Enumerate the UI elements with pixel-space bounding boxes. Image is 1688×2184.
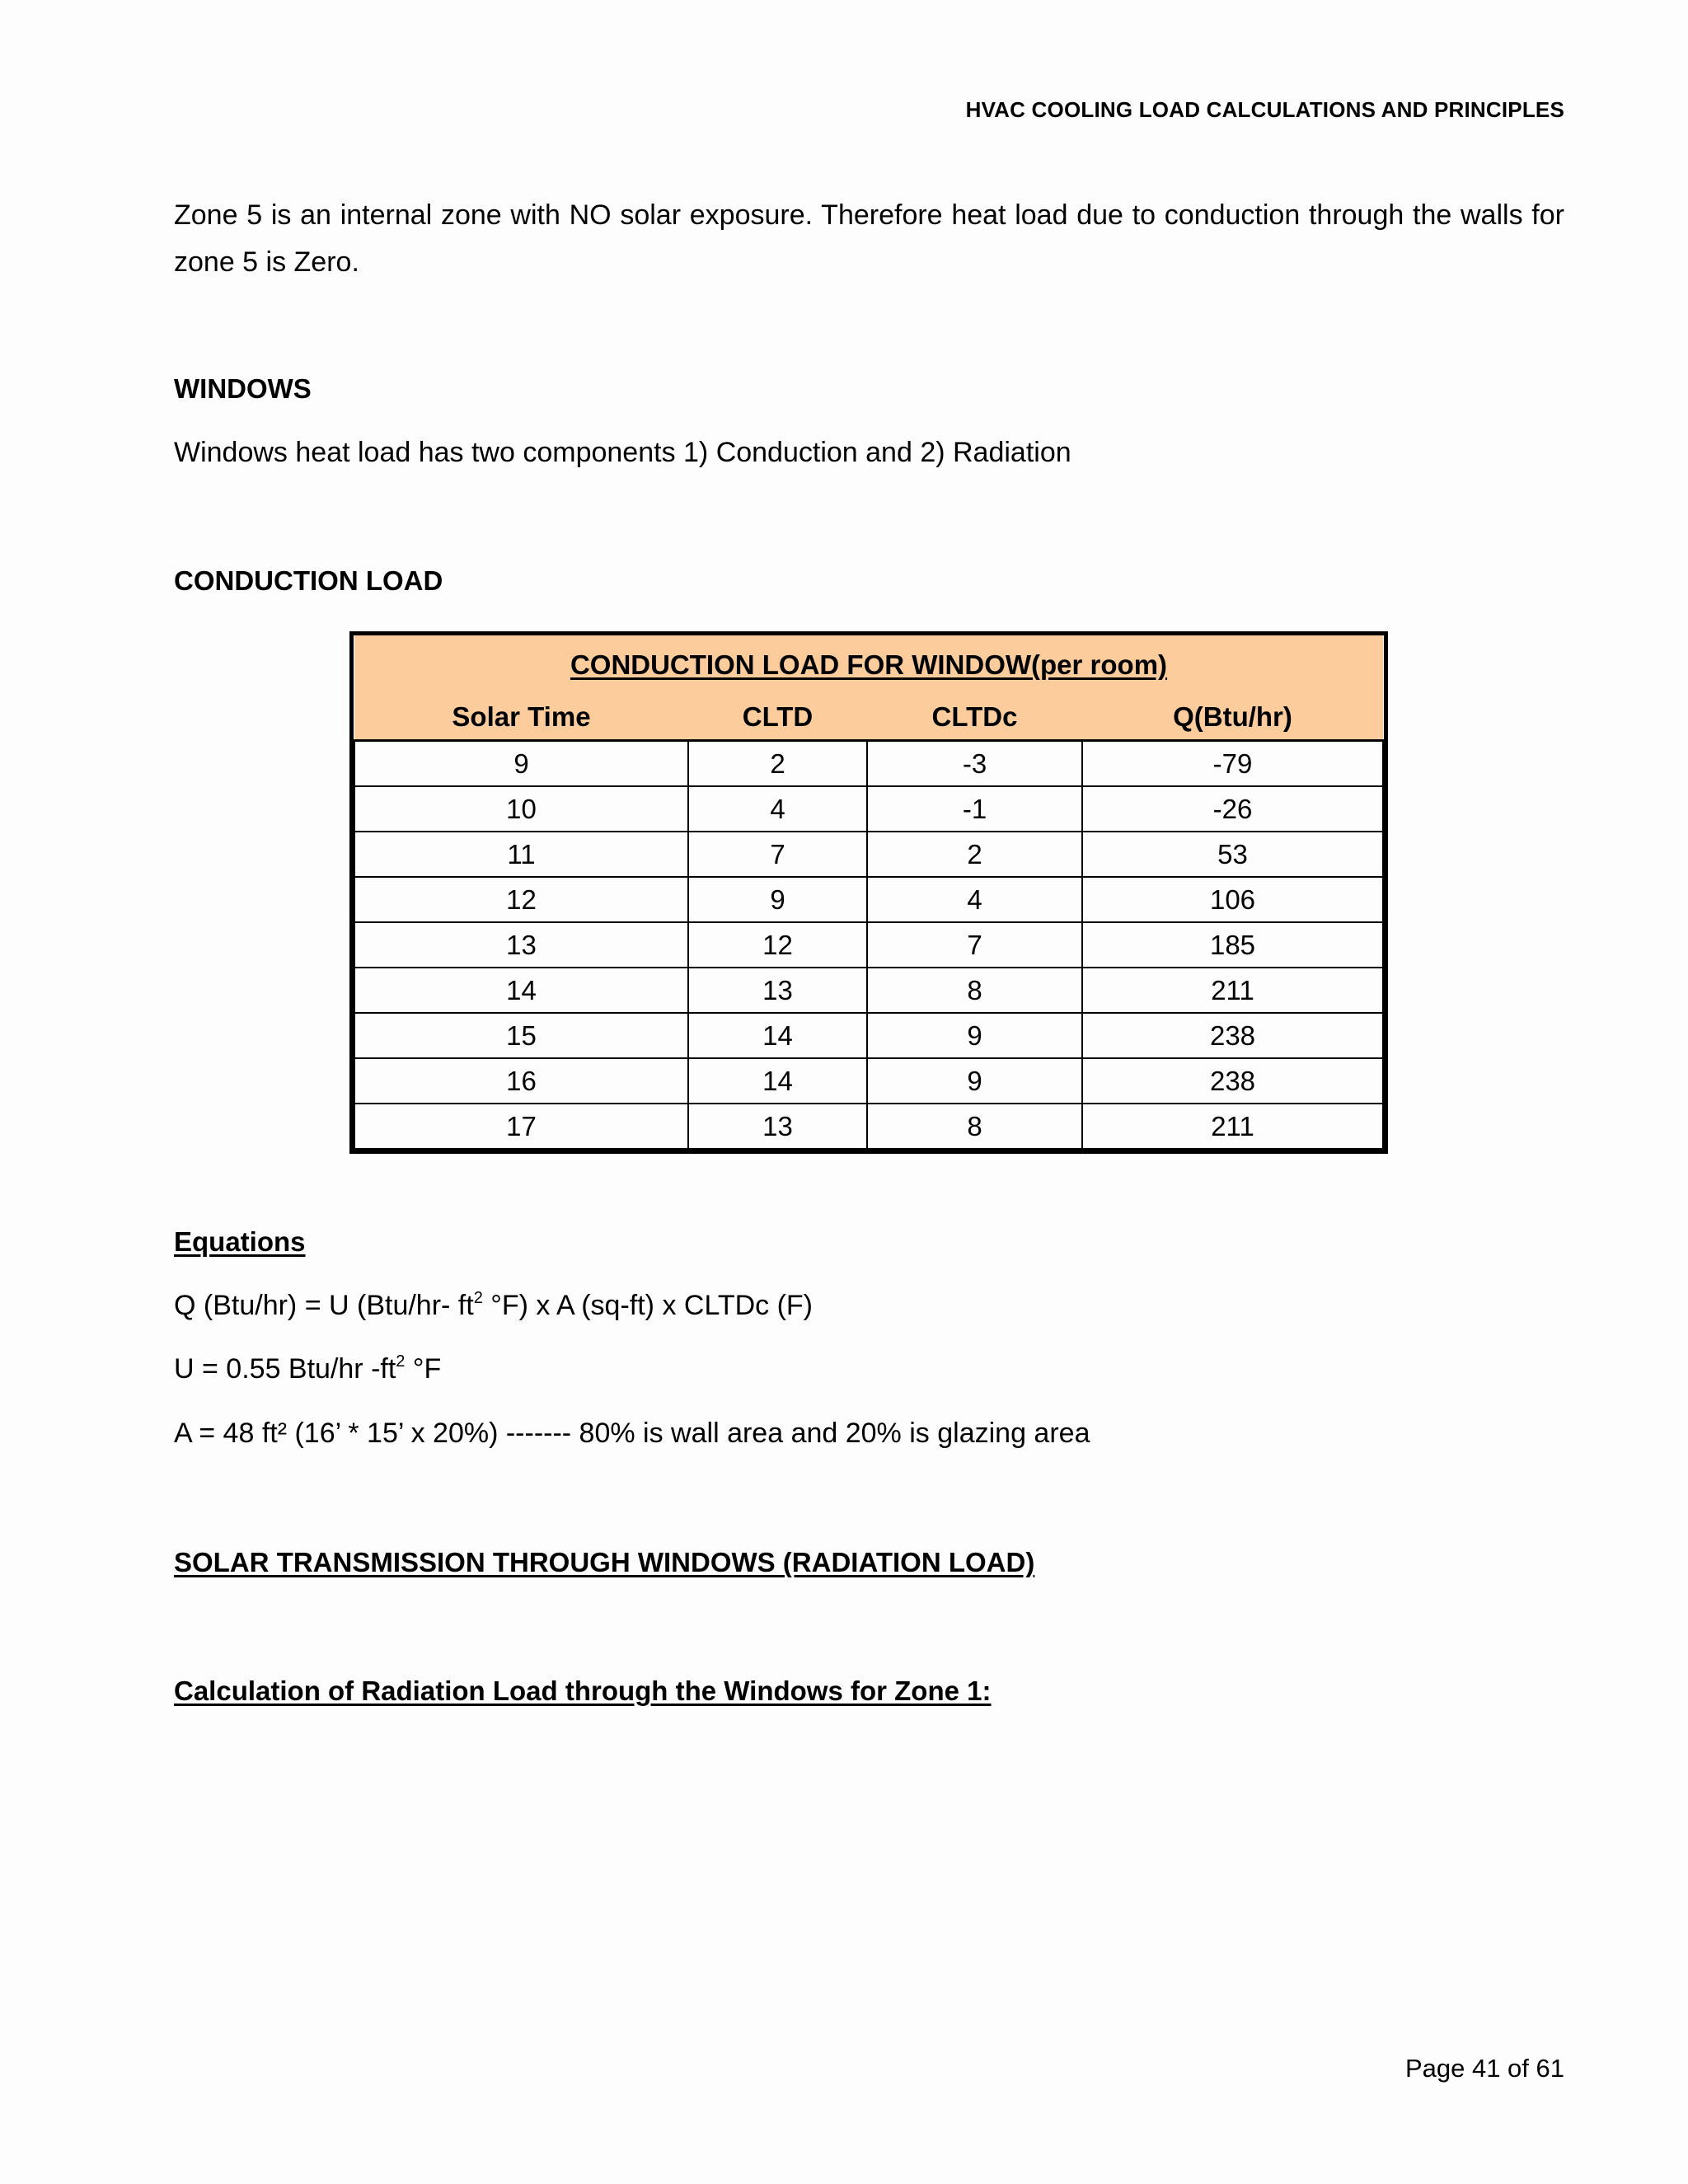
table-row bbox=[354, 786, 1383, 832]
table-cell: 13 bbox=[354, 922, 688, 968]
table-cell: 15 bbox=[354, 1013, 688, 1058]
table-cell: 10 bbox=[354, 786, 688, 832]
table-cell: 7 bbox=[688, 832, 867, 877]
table-cell: 238 bbox=[1082, 1058, 1383, 1104]
table-cell: 12 bbox=[354, 877, 688, 922]
table-cell: 106 bbox=[1082, 877, 1383, 922]
intro-paragraph: Zone 5 is an internal zone with NO solar exposure. Therefore heat load due to conduction through the walls for zone 5 is Zero. bbox=[174, 199, 1564, 278]
table-cell: 9 bbox=[867, 1058, 1082, 1104]
equation-q: Q (Btu/hr) = U (Btu/hr- $ft^2$ °F) x A (sq-ft) x CLTDc (F) bbox=[174, 1289, 814, 1321]
table-row bbox=[354, 877, 1383, 922]
col-header-cltdc: CLTDc bbox=[867, 695, 1082, 741]
conduction-heading: CONDUCTION LOAD bbox=[174, 565, 443, 596]
table-cell: 211 bbox=[1082, 968, 1383, 1013]
table-cell: 13 bbox=[688, 1104, 867, 1149]
table-cell: 9 bbox=[354, 741, 688, 787]
table-row bbox=[354, 1013, 1383, 1058]
windows-paragraph: Windows heat load has two components 1) Conduction and 2) Radiation bbox=[174, 437, 1071, 468]
col-header-cltd: CLTD bbox=[688, 695, 867, 741]
table-cell: 4 bbox=[688, 786, 867, 832]
running-header: HVAC COOLING LOAD CALCULATIONS AND PRINCIPLES bbox=[965, 97, 1564, 122]
table-cell: 8 bbox=[867, 1104, 1082, 1149]
table-title: CONDUCTION LOAD FOR WINDOW(per room) bbox=[354, 635, 1383, 695]
table-cell: 9 bbox=[688, 877, 867, 922]
table-row bbox=[354, 741, 1383, 787]
table-cell: 185 bbox=[1082, 922, 1383, 968]
table-row bbox=[354, 968, 1383, 1013]
table-cell: -79 bbox=[1082, 741, 1383, 787]
table-cell: 14 bbox=[354, 968, 688, 1013]
table-cell: 8 bbox=[867, 968, 1082, 1013]
table-cell: 17 bbox=[354, 1104, 688, 1149]
table-cell: -3 bbox=[867, 741, 1082, 787]
equations-heading: Equations bbox=[174, 1226, 306, 1257]
table-cell: 7 bbox=[867, 922, 1082, 968]
table-cell: 14 bbox=[688, 1013, 867, 1058]
table-cell: 4 bbox=[867, 877, 1082, 922]
windows-heading: WINDOWS bbox=[174, 373, 312, 404]
table-cell: 238 bbox=[1082, 1013, 1383, 1058]
table-row bbox=[354, 1058, 1383, 1104]
table-cell: 211 bbox=[1082, 1104, 1383, 1149]
table-row bbox=[354, 1104, 1383, 1149]
table-cell: 11 bbox=[354, 832, 688, 877]
equation-a: A = 48 ft² (16’ * 15’ x 20%) ------- 80% is wall area and 20% is glazing area bbox=[174, 1418, 1090, 1449]
table-row bbox=[354, 922, 1383, 968]
table-cell: -1 bbox=[867, 786, 1082, 832]
table-cell: 16 bbox=[354, 1058, 688, 1104]
table-cell: -26 bbox=[1082, 786, 1383, 832]
table-row bbox=[354, 832, 1383, 877]
col-header-q: Q(Btu/hr) bbox=[1082, 695, 1383, 741]
table-cell: 12 bbox=[688, 922, 867, 968]
table-cell: 13 bbox=[688, 968, 867, 1013]
equation-u: U = 0.55 Btu/hr $-ft^2$ °F bbox=[174, 1352, 442, 1385]
table-cell: 2 bbox=[867, 832, 1082, 877]
page-number: Page 41 of 61 bbox=[1404, 2054, 1564, 2083]
radiation-calc-heading: Calculation of Radiation Load through the Windows for Zone 1: bbox=[174, 1675, 992, 1706]
col-header-solar-time: Solar Time bbox=[354, 695, 688, 741]
table-cell: 53 bbox=[1082, 832, 1383, 877]
table-cell: 2 bbox=[688, 741, 867, 787]
table-cell: 14 bbox=[688, 1058, 867, 1104]
conduction-table bbox=[349, 631, 1388, 1154]
solar-transmission-heading: SOLAR TRANSMISSION THROUGH WINDOWS (RADIATION LOAD) bbox=[174, 1547, 1035, 1577]
table-cell: 9 bbox=[867, 1013, 1082, 1058]
